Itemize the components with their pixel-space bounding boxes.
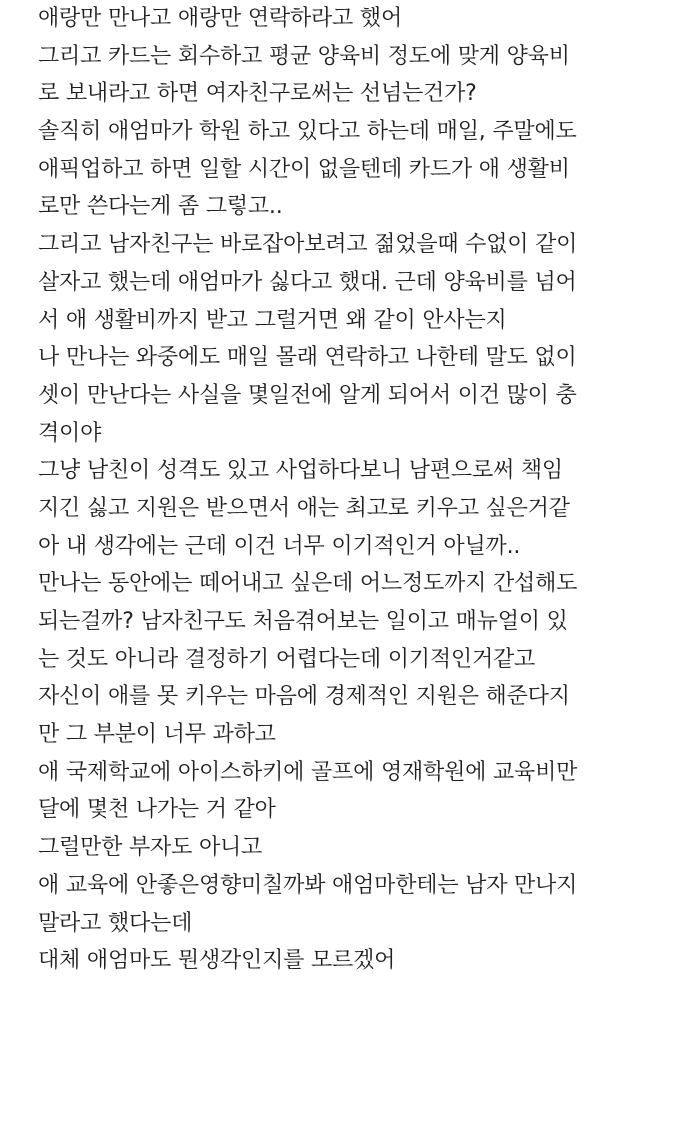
text-line: 애 국제학교에 아이스하키에 골프에 영재학원에 교육비만 (38, 759, 578, 785)
text-line: 로만 쓴다는게 좀 그렇고.. (38, 194, 283, 220)
text-line: 나 만나는 와중에도 매일 몰래 연락하고 나한테 말도 없이 (38, 345, 577, 371)
text-line: 격이야 (38, 420, 102, 446)
text-line: 자신이 애를 못 키우는 마음에 경제적인 지원은 해준다지 (38, 684, 570, 710)
text-line: 만나는 동안에는 떼어내고 싶은데 어느정도까지 간섭해도 (38, 571, 578, 597)
text-line: 솔직히 애엄마가 학원 하고 있다고 하는데 매일, 주말에도 (38, 119, 577, 145)
text-line: 그럴만한 부자도 아니고 (38, 835, 263, 861)
text-line: 셋이 만난다는 사실을 몇일전에 알게 되어서 이건 많이 충 (38, 382, 577, 408)
text-line: 애픽업하고 하면 일할 시간이 없을텐데 카드가 애 생활비 (38, 156, 570, 182)
text-line: 대체 애엄마도 뭔생각인지를 모르겠어 (38, 948, 396, 974)
text-line: 말라고 했다는데 (38, 910, 193, 936)
text-line: 그냥 남친이 성격도 있고 사업하다보니 남편으로써 책임 (38, 458, 563, 484)
text-line: 애랑만 만나고 애랑만 연락하라고 했어 (38, 6, 403, 31)
post-body-text (38, 0, 688, 980)
text-line: 살자고 했는데 애엄마가 싫다고 했대. 근데 양육비를 넘어 (38, 269, 577, 295)
text-line: 서 애 생활비까지 받고 그럴거면 왜 같이 안사는지 (38, 307, 507, 333)
text-line: 그리고 남자친구는 바로잡아보려고 젊었을때 수없이 같이 (38, 232, 578, 258)
text-line: 그리고 카드는 회수하고 평균 양육비 정도에 맞게 양육비 (38, 43, 570, 69)
text-line: 로 보내라고 하면 여자친구로써는 선넘는건가? (38, 81, 477, 107)
text-line: 아 내 생각에는 근데 이건 너무 이기적인거 아닐까.. (38, 533, 521, 559)
text-line: 만 그 부분이 너무 과하고 (38, 722, 276, 748)
text-line: 달에 몇천 나가는 거 같아 (38, 797, 276, 823)
text-line: 지긴 싫고 지원은 받으면서 애는 최고로 키우고 싶은거같 (38, 495, 570, 521)
text-line: 는 것도 아니라 결정하기 어렵다는데 이기적인거같고 (38, 646, 536, 672)
text-line: 애 교육에 안좋은영향미칠까봐 애엄마한테는 남자 만나지 (38, 872, 578, 898)
text-line: 되는걸까? 남자친구도 처음겪어보는 일이고 매뉴얼이 있 (38, 609, 568, 634)
